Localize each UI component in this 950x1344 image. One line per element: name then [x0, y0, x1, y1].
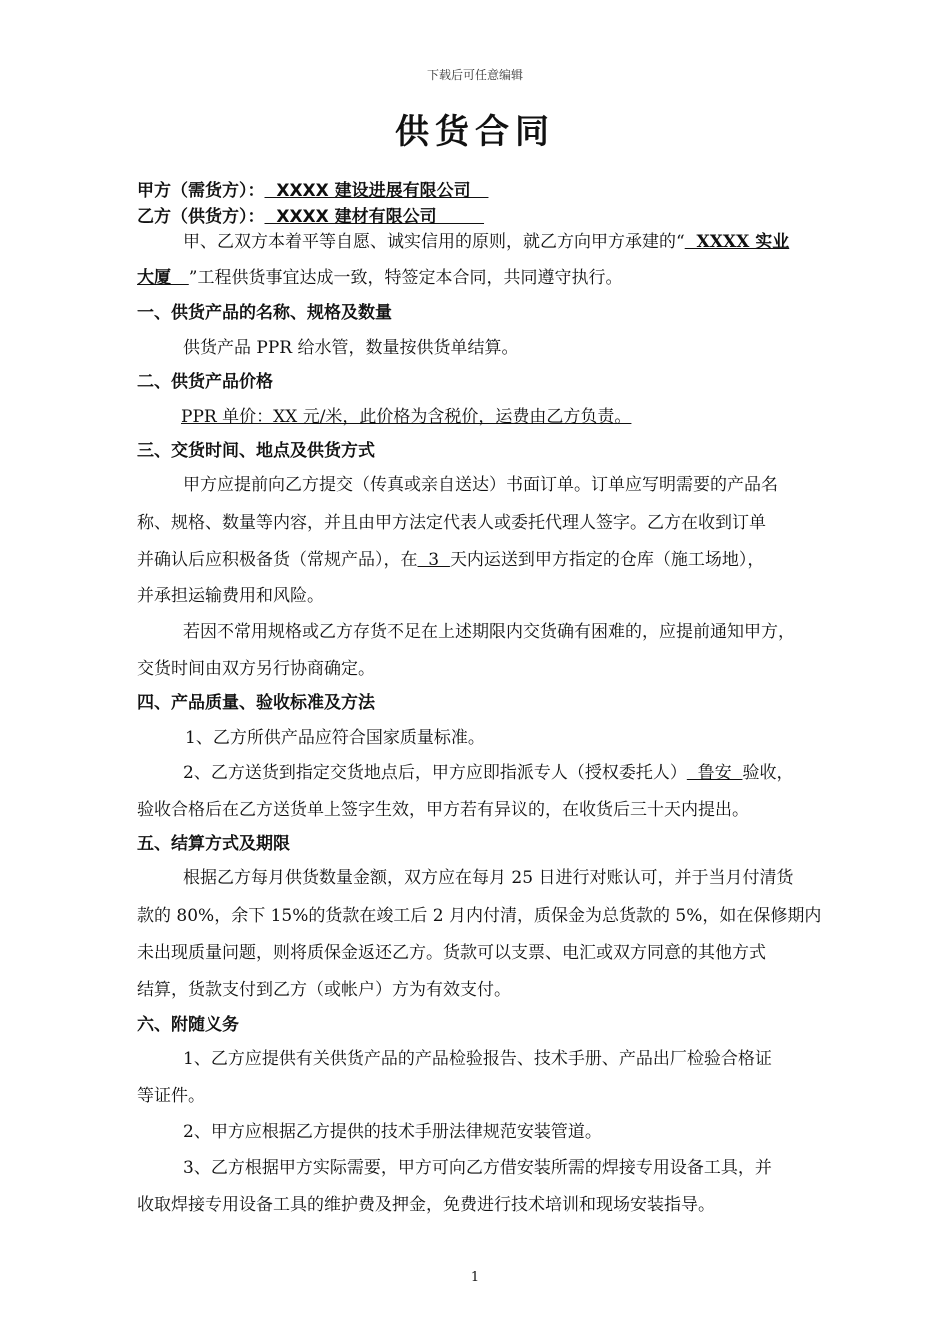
section-5-line-4: 结算，货款支付到乙方（或帐户）方为有效支付。 — [137, 980, 511, 1000]
contract-title: 供货合同 — [395, 112, 555, 152]
section-2-heading: 二、供货产品价格 — [137, 372, 273, 392]
inspector-name: 鲁安 — [686, 763, 743, 783]
delivery-days: 3 — [417, 550, 450, 570]
inspection-text: 2、乙方送货到指定交货地点后，甲方应即指派专人（授权委托人） — [183, 763, 687, 783]
intro-line-1 — [183, 227, 789, 252]
section-4-item-2-line-2: 验收合格后在乙方送货单上签字生效，甲方若有异议的，在收货后三十天内提出。 — [137, 800, 749, 820]
section-5-line-2: 款的 80%，余下 15%的货款在竣工后 2 月内付清，质保金为总货款的 5%，如在保修期内 — [137, 906, 822, 926]
section-2-body: PPR 单价：XX 元/米，此价格为含税价，运费由乙方负责。 — [181, 407, 632, 427]
section-5-heading: 五、结算方式及期限 — [137, 834, 290, 854]
party-b-label: 乙方（供货方）： — [137, 207, 265, 227]
section-6-item-1-line-1: 1、乙方应提供有关供货产品的产品检验报告、技术手册、产品出厂检验合格证 — [183, 1049, 772, 1069]
section-6-item-3-line-1: 3、乙方根据甲方实际需要，甲方可向乙方借安装所需的焊接专用设备工具，并 — [183, 1158, 772, 1178]
section-5-line-3: 未出现质量问题，则将质保金返还乙方。货款可以支票、电汇或双方同意的其他方式 — [137, 943, 766, 963]
header-note: 下载后可任意编辑 — [426, 68, 523, 82]
section-3-p1-line-4: 并承担运输费用和风险。 — [137, 586, 324, 606]
project-name-cont: 大厦 — [137, 268, 189, 288]
section-5-line-1: 根据乙方每月供货数量金额，双方应在每月 25 日进行对账认可，并于当月付清货 — [183, 868, 794, 888]
section-6-item-2: 2、甲方应根据乙方提供的技术手册法律规范安装管道。 — [183, 1122, 602, 1142]
section-6-item-1-line-2: 等证件。 — [137, 1086, 205, 1106]
section-3-heading: 三、交货时间、地点及供货方式 — [137, 441, 375, 461]
party-b — [137, 202, 484, 227]
delivery-text: 并确认后应积极备货（常规产品），在 — [137, 550, 418, 570]
intro-text-2: ”工程供货事宜达成一致，特签定本合同，共同遵守执行。 — [188, 268, 623, 288]
section-3-p1-line-2: 称、规格、数量等内容，并且由甲方法定代表人或委托代理人签字。乙方在收到订单 — [137, 513, 766, 533]
page-number: 1 — [470, 1270, 480, 1285]
project-name: XXXX 实业 — [684, 232, 790, 252]
party-a — [137, 176, 488, 201]
party-a-name: XXXX 建设进展有限公司 — [264, 181, 489, 201]
intro-line-2 — [137, 263, 622, 288]
section-6-item-3-line-2: 收取焊接专用设备工具的维护费及押金，免费进行技术培训和现场安装指导。 — [137, 1195, 715, 1215]
delivery-text-2: 天内运送到甲方指定的仓库（施工场地）， — [449, 550, 765, 570]
inspection-text-2: 验收， — [742, 763, 794, 783]
section-3-p2-line-2: 交货时间由双方另行协商确定。 — [137, 659, 375, 679]
section-4-item-1: 1、乙方所供产品应符合国家质量标准。 — [185, 728, 485, 748]
section-3-p2-line-1: 若因不常用规格或乙方存货不足在上述期限内交货确有困难的，应提前通知甲方， — [183, 622, 795, 642]
section-1-heading: 一、供货产品的名称、规格及数量 — [137, 303, 392, 323]
section-4-item-2-line-1 — [183, 758, 793, 783]
party-b-name: XXXX 建材有限公司 — [264, 207, 485, 227]
section-6-heading: 六、附随义务 — [137, 1015, 239, 1035]
party-a-label: 甲方（需货方）： — [137, 181, 265, 201]
section-1-body: 供货产品 PPR 给水管，数量按供货单结算。 — [183, 338, 519, 358]
section-3-p1-line-1: 甲方应提前向乙方提交（传真或亲自送达）书面订单。订单应写明需要的产品名 — [183, 475, 778, 495]
section-4-heading: 四、产品质量、验收标准及方法 — [137, 693, 375, 713]
intro-text: 甲、乙双方本着平等自愿、诚实信用的原则，就乙方向甲方承建的“ — [183, 232, 685, 252]
section-3-p1-line-3 — [137, 545, 764, 570]
